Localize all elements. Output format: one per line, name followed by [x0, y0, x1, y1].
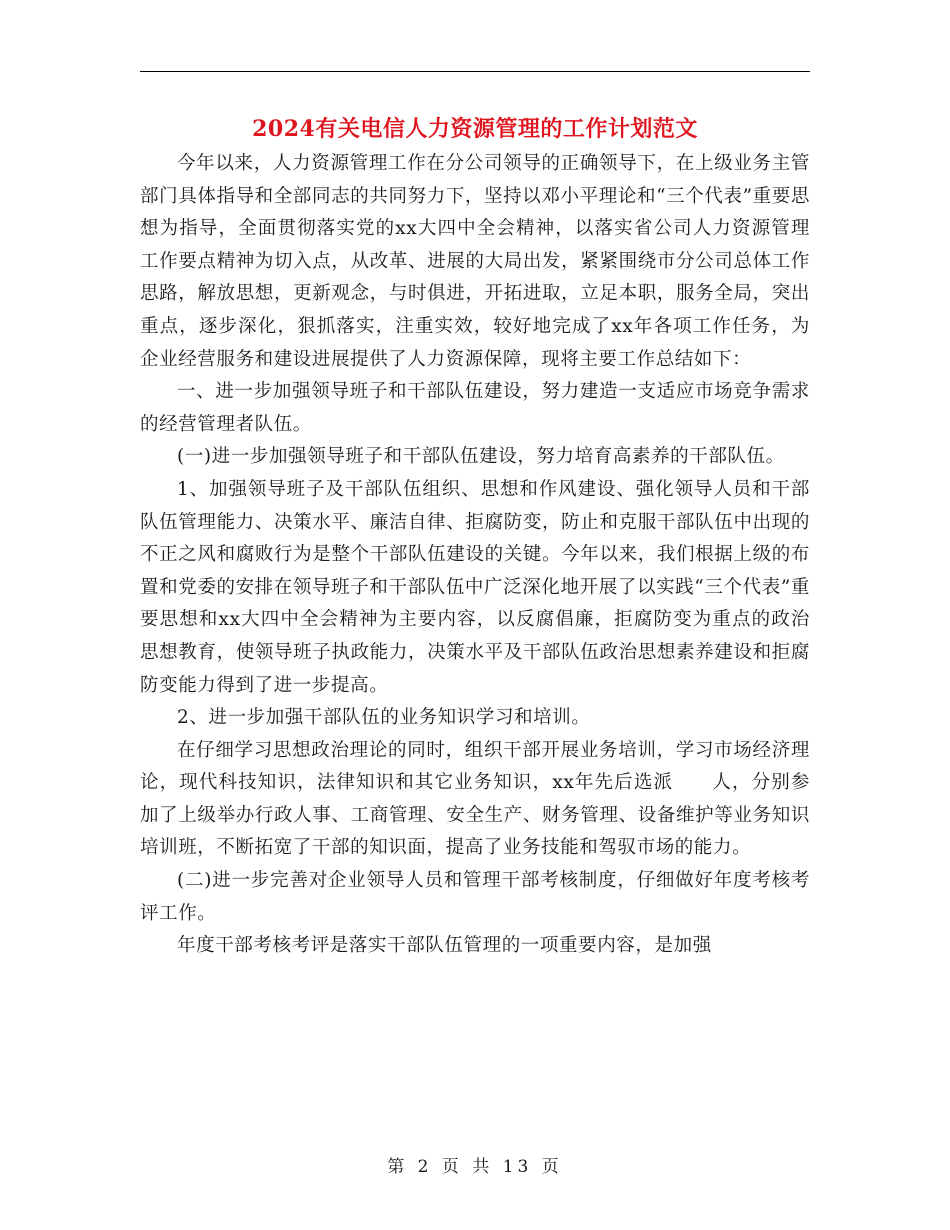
document-body [140, 148, 810, 963]
paragraph-item-1: 1、加强领导班子及干部队伍组织、思想和作风建设、强化领导人员和干部队伍管理能力、决策水平、廉洁自律、拒腐防变，防止和克服干部队伍中出现的不正之风和腐败行为是整个干部队伍建设的关键。今年以来，我们根据上级的布置和党委的安排在领导班子和干部队伍中广泛深化地开展了以实践“三个代表”重要思想和xx大四中全会精神为主要内容，以反腐倡廉，拒腐防变为重点的政治思想教育，使领导班子执政能力，决策水平及干部队伍政治思想素养建设和拒腐防变能力得到了进一步提高。 [140, 478, 810, 696]
paragraph-subsection-1: (一)进一步加强领导班子和干部队伍建设，努力培育高素养的干部队伍。 [177, 446, 785, 468]
paragraph-assessment: 年度干部考核考评是落实干部队伍管理的一项重要内容，是加强 [177, 935, 712, 957]
document-title: 2024有关电信人力资源管理的工作计划范文 [252, 116, 698, 142]
header-rule [140, 71, 810, 72]
paragraph-item-2: 2、进一步加强干部队伍的业务知识学习和培训。 [177, 707, 591, 729]
page-number-footer: 第 2 页 共 13 页 [387, 1157, 563, 1177]
paragraph-subsection-2: (二)进一步完善对企业领导人员和管理干部考核制度，仔细做好年度考核考评工作。 [140, 870, 810, 924]
paragraph-intro: 今年以来，人力资源管理工作在分公司领导的正确领导下，在上级业务主管部门具体指导和全部同志的共同努力下，坚持以邓小平理论和“三个代表”重要思想为指导，全面贯彻落实党的xx大四中全会精神，以落实省公司人力资源管理工作要点精神为切入点，从改革、进展的大局出发，紧紧围绕市分公司总体工作思路，解放思想，更新观念，与时俱进，开拓进取，立足本职，服务全局，突出重点，逐步深化，狠抓落实，注重实效，较好地完成了xx年各项工作任务，为企业经营服务和建设进展提供了人力资源保障，现将主要工作总结如下： [140, 153, 810, 370]
paragraph-training: 在仔细学习思想政治理论的同时，组织干部开展业务培训，学习市场经济理论，现代科技知识，法律知识和其它业务知识，xx年先后选派 人，分别参加了上级举办行政人事、工商管理、安全生产、财务管理、设备维护等业务知识培训班，不断拓宽了干部的知识面，提高了业务技能和驾驭市场的能力。 [140, 739, 810, 859]
paragraph-section-1: 一、进一步加强领导班子和干部队伍建设，努力建造一支适应市场竞争需求的经营管理者队伍。 [140, 381, 810, 435]
